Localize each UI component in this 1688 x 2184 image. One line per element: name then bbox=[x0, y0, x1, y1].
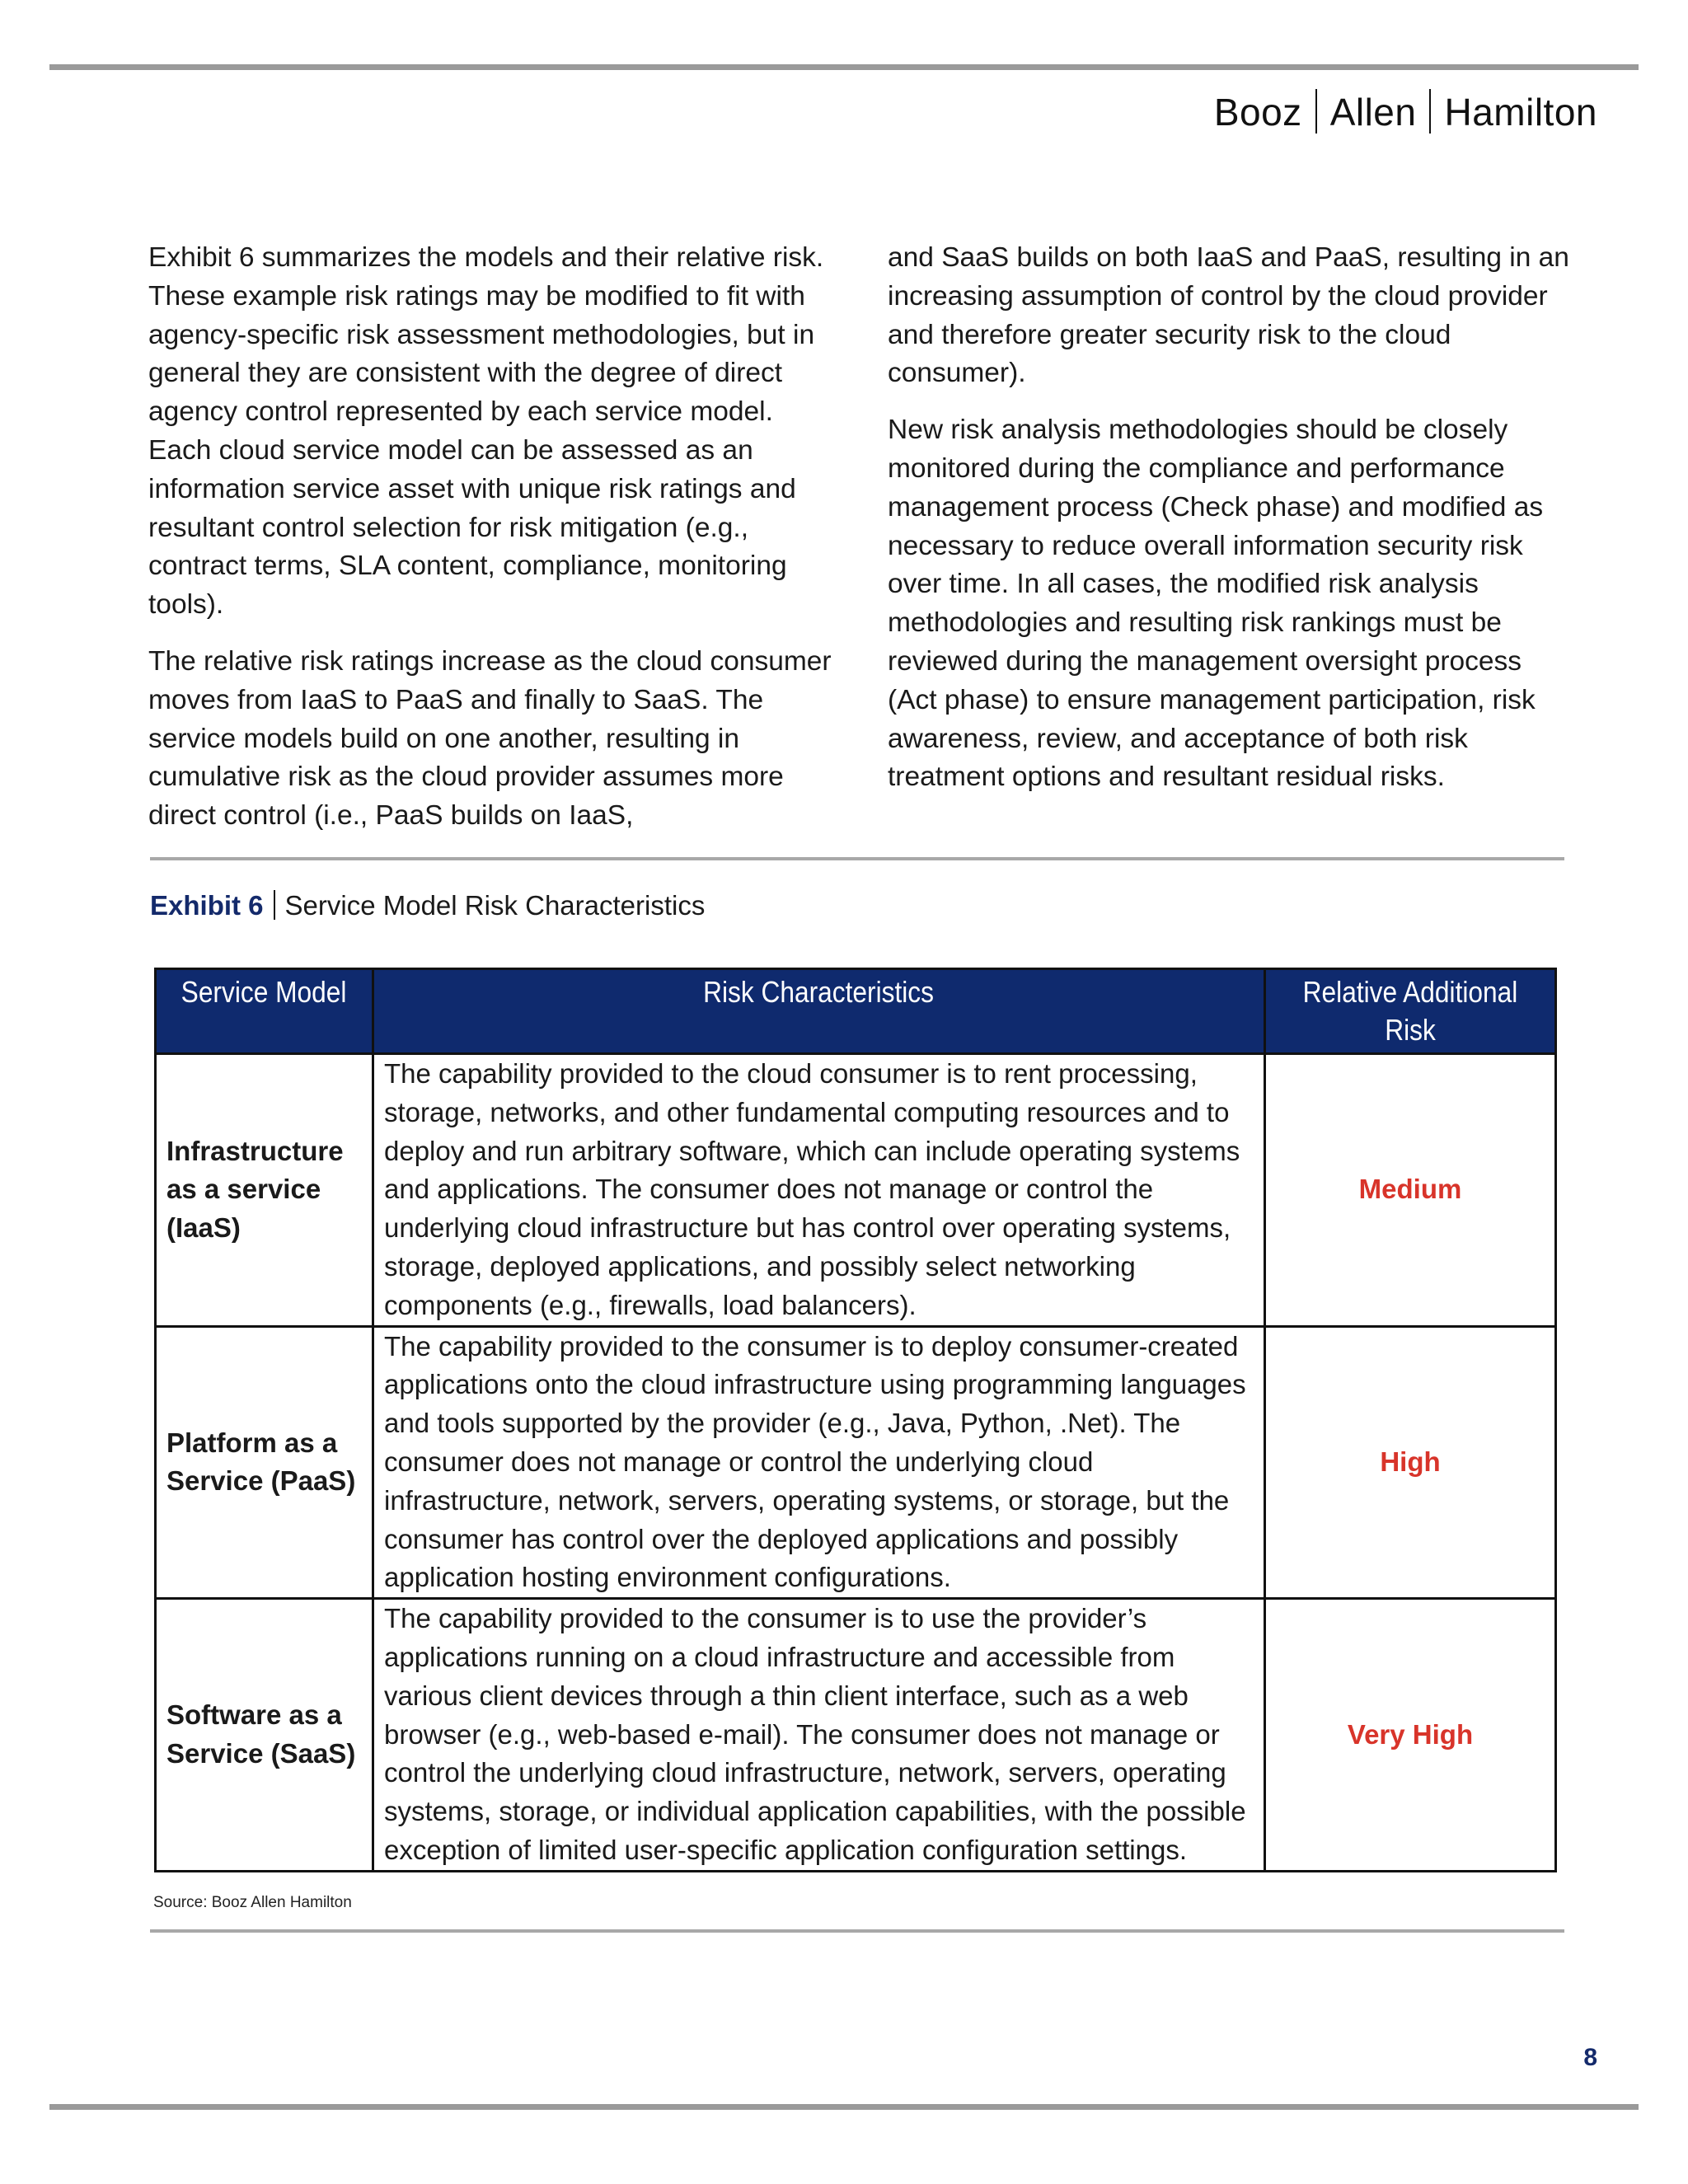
risk-characteristics-cell: The capability provided to the consumer is to use the provider’s applications running on a cloud infrastructure and accessible from various client devices through a thin client interface, such as a web browser (e.g., web-based e-mail). The consumer does not manage or control the underlying cloud infrastructure, network, servers, operating systems, storage, or individual application capabilities, with the possible exception of limited user-specific application configuration settings. bbox=[373, 1599, 1265, 1872]
source-note: Source: Booz Allen Hamilton bbox=[153, 1894, 352, 1911]
risk-characteristics-table bbox=[154, 968, 1557, 1872]
risk-characteristics-cell: The capability provided to the cloud consumer is to rent processing, storage, networks, and other fundamental computing resources and to deploy and run arbitrary software, which can include operating systems and applications. The consumer does not manage or control the underlying cloud infrastructure but has control over operating systems, storage, deployed applications, and possibly select networking components (e.g., firewalls, load balancers). bbox=[373, 1054, 1265, 1327]
table-header-row bbox=[156, 969, 1556, 1054]
logo-part-hamilton: Hamilton bbox=[1444, 91, 1597, 134]
column-header-service-model: Service Model bbox=[156, 969, 373, 1054]
exhibit-title bbox=[150, 890, 705, 921]
risk-characteristics-cell: The capability provided to the consumer is to deploy consumer-created applications onto the cloud infrastructure using programming languages and tools supported by the provider (e.g., Java, Python, .Net). The consumer does not manage or control the underlying cloud infrastructure, network, servers, operating systems, or storage, but the consumer has control over the deployed applications and possibly application hosting environment configurations. bbox=[373, 1326, 1265, 1599]
logo-part-booz: Booz bbox=[1213, 91, 1302, 134]
body-column-right bbox=[888, 239, 1572, 815]
logo-separator bbox=[1315, 89, 1317, 134]
body-paragraph: and SaaS builds on both IaaS and PaaS, resulting in an increasing assumption of control by the cloud provider and therefore greater security risk to the cloud consumer). bbox=[888, 242, 1569, 389]
table-row bbox=[156, 1326, 1556, 1599]
exhibit-separator bbox=[274, 890, 275, 920]
page-number: 8 bbox=[1583, 2044, 1597, 2071]
risk-level-cell: High bbox=[1265, 1326, 1556, 1599]
top-rule bbox=[49, 64, 1639, 70]
body-paragraph: Exhibit 6 summarizes the models and their relative risk. These example risk ratings may be modified to fit with agency-specific risk assessment methodologies, but in general they are consistent with the degree of direct agency control represented by each service model. Each cloud service model can be assessed as an information service asset with unique risk ratings and resultant control selection for risk mitigation (e.g., contract terms, SLA content, compliance, monitoring tools). bbox=[148, 242, 824, 621]
column-header-risk-characteristics: Risk Characteristics bbox=[373, 969, 1265, 1054]
booz-allen-hamilton-logo bbox=[1214, 89, 1597, 134]
logo-separator bbox=[1429, 89, 1431, 134]
service-model-cell: Platform as a Service (PaaS) bbox=[156, 1326, 373, 1599]
section-rule-bottom bbox=[150, 1929, 1564, 1933]
table-row bbox=[156, 1054, 1556, 1327]
logo-part-allen: Allen bbox=[1329, 91, 1417, 134]
bottom-rule bbox=[49, 2104, 1639, 2110]
body-paragraph: The relative risk ratings increase as the cloud consumer moves from IaaS to PaaS and finally to SaaS. The service models build on one another, resulting in cumulative risk as the cloud provider assumes more direct control (i.e., PaaS builds on IaaS, bbox=[148, 645, 832, 832]
service-model-cell: Infrastructure as a service (IaaS) bbox=[156, 1054, 373, 1327]
service-model-cell: Software as a Service (SaaS) bbox=[156, 1599, 373, 1872]
exhibit-label: Exhibit 6 bbox=[150, 890, 264, 921]
body-paragraph: New risk analysis methodologies should be closely monitored during the compliance and performance management process (Check phase) and modified as necessary to reduce overall information security risk over time. In all cases, the modified risk analysis methodologies and resulting risk rankings must be reviewed during the management oversight process (Act phase) to ensure management participation, risk awareness, review, and acceptance of both risk treatment options and resultant residual risks. bbox=[888, 415, 1544, 793]
section-rule-top bbox=[150, 857, 1564, 860]
body-column-left bbox=[148, 239, 832, 854]
exhibit-caption: Service Model Risk Characteristics bbox=[284, 890, 706, 921]
risk-level-cell: Very High bbox=[1265, 1599, 1556, 1872]
table-row bbox=[156, 1599, 1556, 1872]
column-header-relative-risk: Relative Additional Risk bbox=[1265, 969, 1556, 1054]
risk-level-cell: Medium bbox=[1265, 1054, 1556, 1327]
